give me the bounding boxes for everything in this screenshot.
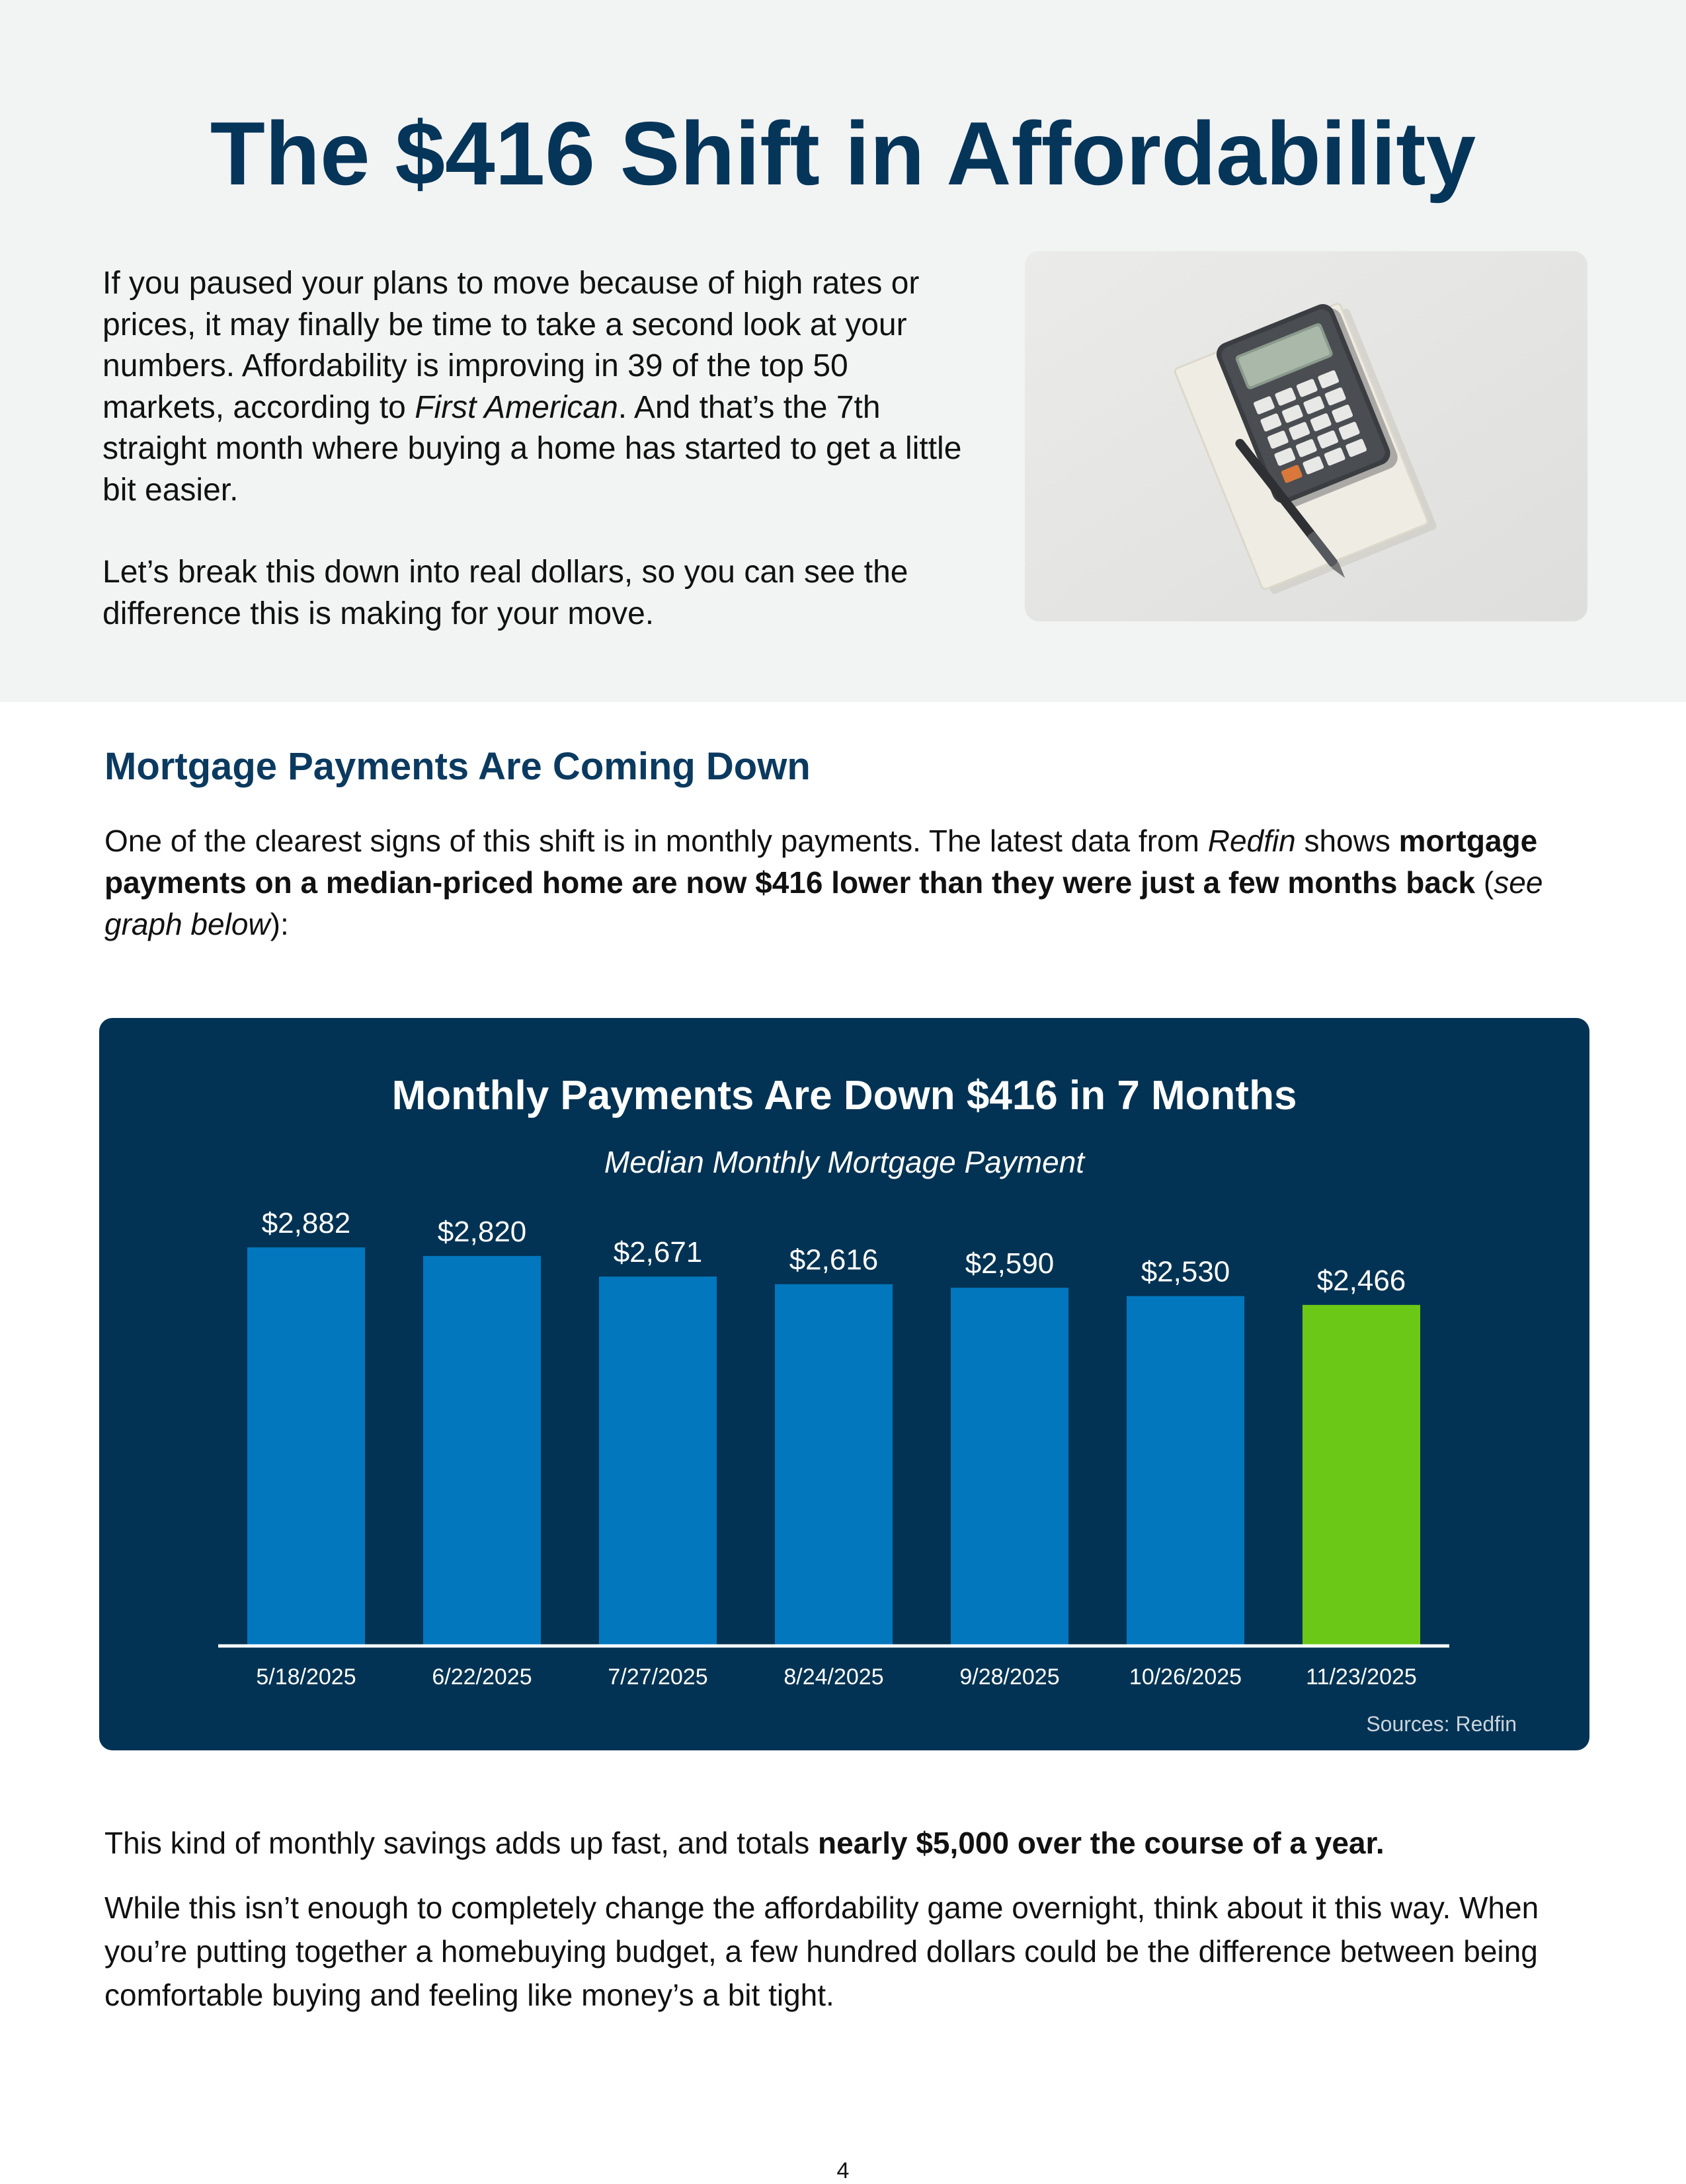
chart-source: Sources: Redfin [1366, 1712, 1517, 1736]
lead-italic: see graph below [104, 865, 1543, 941]
hero-section [0, 0, 1686, 702]
x-tick-label: 9/28/2025 [959, 1664, 1060, 1690]
x-tick-label: 5/18/2025 [256, 1664, 356, 1690]
closing-text-part: This kind of monthly savings adds up fast, and totals [104, 1826, 819, 1860]
chart-panel [99, 1018, 1589, 1750]
chart-subtitle: Median Monthly Mortgage Payment [604, 1145, 1085, 1179]
lead-text-part: shows [1295, 824, 1399, 858]
page-number: 4 [836, 2158, 850, 2183]
chart-bar [247, 1247, 365, 1646]
lead-text-part: One of the clearest signs of this shift is in monthly payments. The latest data from [104, 824, 1208, 858]
x-tick-label: 6/22/2025 [432, 1664, 532, 1690]
chart-bar [1303, 1305, 1420, 1646]
chart-bar [599, 1276, 717, 1646]
bar-value-label: $2,616 [789, 1243, 879, 1276]
closing-text [104, 1821, 1599, 2017]
chart-bar [423, 1256, 541, 1646]
intro-text-part: . And that’s the 7th straight month where buying a home has started to get a little bit easier. [102, 389, 962, 508]
page-title: The $416 Shift in Affordability [210, 103, 1476, 204]
bar-value-label: $2,466 [1316, 1265, 1406, 1298]
calculator-photo [1025, 251, 1587, 621]
intro-paragraph-1 [102, 263, 962, 511]
bar-chart [99, 1018, 1589, 1750]
section-heading: Mortgage Payments Are Coming Down [104, 745, 811, 788]
closing-paragraph-1 [104, 1821, 1599, 1865]
intro-source: First American [415, 389, 618, 425]
intro-paragraph-2: Let’s break this down into real dollars, so you can see the difference this is making for your move. [102, 555, 908, 631]
closing-bold: nearly $5,000 over the course of a year. [818, 1826, 1385, 1860]
bar-value-label: $2,671 [613, 1236, 703, 1269]
x-tick-label: 10/26/2025 [1129, 1664, 1242, 1690]
closing-paragraph-2: While this isn’t enough to completely change the affordability game overnight, think about it this way. When you’re putting together a homebuying budget, a few hundred dollars could be the difference between being comfortable buying and feeling like money’s a bit tight. [104, 1891, 1539, 2012]
chart-bar [951, 1288, 1068, 1646]
chart-bar [1127, 1296, 1244, 1646]
x-tick-label: 7/27/2025 [608, 1664, 708, 1690]
bar-value-label: $2,590 [965, 1247, 1055, 1280]
intro-text-part: If you paused your plans to move because of high rates or prices, it may finally be time to take a second look at your numbers. Affordability is improving in 39 of the top 50 markets, according to [102, 266, 920, 425]
bar-value-label: $2,820 [437, 1216, 527, 1249]
section-lead [104, 820, 1592, 945]
calculator-illustration-icon [1025, 251, 1587, 621]
intro-text [102, 263, 962, 635]
x-tick-label: 8/24/2025 [783, 1664, 884, 1690]
lead-text-part: ): [270, 907, 289, 941]
chart-bar [775, 1284, 893, 1646]
lead-bold: mortgage payments on a median-priced home are now $416 lower than they were just a few months back [104, 824, 1538, 900]
bar-value-label: $2,530 [1141, 1255, 1230, 1288]
x-tick-label: 11/23/2025 [1306, 1664, 1417, 1690]
lead-source: Redfin [1207, 824, 1296, 858]
bar-value-label: $2,882 [261, 1207, 351, 1240]
lead-text-part: ( [1475, 865, 1494, 900]
chart-title: Monthly Payments Are Down $416 in 7 Months [391, 1073, 1297, 1118]
